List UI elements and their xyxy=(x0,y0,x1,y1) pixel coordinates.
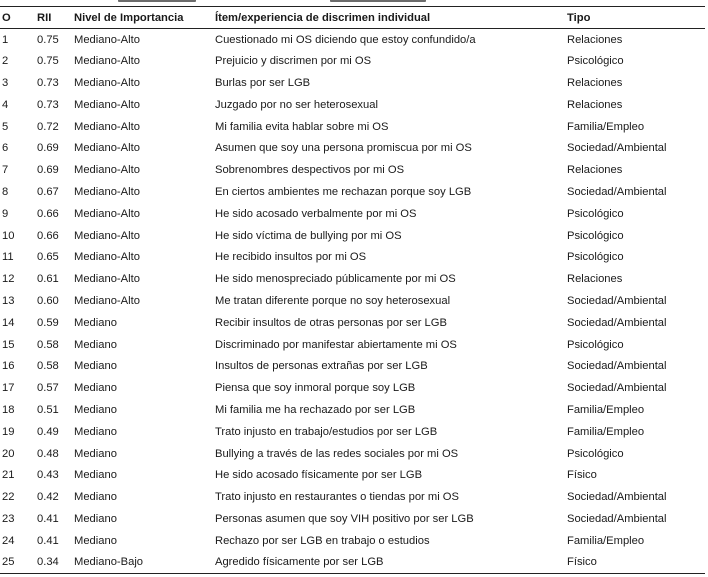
cell-o: 18 xyxy=(2,403,15,416)
cell-item: He sido víctima de bullying por mi OS xyxy=(215,229,402,242)
cell-nivel: Mediano xyxy=(74,491,117,504)
table-row xyxy=(0,377,705,399)
table-row xyxy=(0,399,705,421)
cell-tipo: Familia/Empleo xyxy=(567,403,645,416)
cell-o: 3 xyxy=(2,76,9,89)
cell-item: Insultos de personas extrañas por ser LGB xyxy=(215,360,428,373)
cell-o: 10 xyxy=(2,229,15,242)
cell-rii: 0.59 xyxy=(37,316,59,329)
cell-item: Discriminado por manifestar abiertamente mi OS xyxy=(215,338,457,351)
cell-tipo: Relaciones xyxy=(567,164,623,177)
cell-rii: 0.66 xyxy=(37,229,59,242)
table-body xyxy=(0,29,705,574)
cell-tipo: Familia/Empleo xyxy=(567,425,645,438)
header-nivel: Nivel de Importancia xyxy=(72,7,213,29)
table-row xyxy=(0,508,705,530)
cell-nivel: Mediano-Alto xyxy=(74,229,140,242)
cell-item: Me tratan diferente porque no soy heterosexual xyxy=(215,294,451,307)
cell-o: 17 xyxy=(2,382,15,395)
cell-o: 15 xyxy=(2,338,15,351)
cell-nivel: Mediano-Alto xyxy=(74,294,140,307)
cell-o: 2 xyxy=(2,55,9,68)
cell-nivel: Mediano-Alto xyxy=(74,207,140,220)
table-header-row xyxy=(0,7,705,29)
table-row xyxy=(0,50,705,72)
cell-rii: 0.49 xyxy=(37,425,59,438)
cell-tipo: Sociedad/Ambiental xyxy=(567,360,667,373)
cell-rii: 0.61 xyxy=(37,273,59,286)
cell-item: Recibir insultos de otras personas por ser LGB xyxy=(215,316,447,329)
table-row xyxy=(0,355,705,377)
cell-rii: 0.65 xyxy=(37,251,59,264)
cell-item: Trato injusto en restaurantes o tiendas por mi OS xyxy=(215,491,459,504)
cell-o: 16 xyxy=(2,360,15,373)
cell-rii: 0.41 xyxy=(37,512,59,525)
cell-item: Asumen que soy una persona promiscua por mi OS xyxy=(215,142,472,155)
table-row xyxy=(0,464,705,486)
cell-item: Juzgado por no ser heterosexual xyxy=(215,98,378,111)
cell-item: Rechazo por ser LGB en trabajo o estudios xyxy=(215,534,430,547)
cell-tipo: Psicológico xyxy=(567,229,624,242)
cell-o: 22 xyxy=(2,491,15,504)
cell-rii: 0.51 xyxy=(37,403,59,416)
cell-o: 5 xyxy=(2,120,9,133)
cell-item: Sobrenombres despectivos por mi OS xyxy=(215,164,405,177)
cell-tipo: Psicológico xyxy=(567,447,624,460)
cell-o: 9 xyxy=(2,207,9,220)
cell-nivel: Mediano-Alto xyxy=(74,251,140,264)
cell-item: Burlas por ser LGB xyxy=(215,76,311,89)
cell-rii: 0.66 xyxy=(37,207,59,220)
cell-nivel: Mediano xyxy=(74,338,117,351)
table-row xyxy=(0,334,705,356)
cell-item: Agredido físicamente por ser LGB xyxy=(213,552,565,574)
cell-rii: 0.41 xyxy=(37,534,59,547)
cell-nivel: Mediano-Alto xyxy=(74,76,140,89)
cell-rii: 0.67 xyxy=(37,185,59,198)
cell-nivel: Mediano xyxy=(74,382,117,395)
cell-o: 1 xyxy=(2,33,9,46)
cell-tipo: Relaciones xyxy=(567,76,623,89)
cell-nivel: Mediano-Alto xyxy=(74,142,140,155)
cell-rii: 0.42 xyxy=(37,491,59,504)
cell-rii: 0.69 xyxy=(37,142,59,155)
cell-o: 20 xyxy=(2,447,15,460)
cell-item: Piensa que soy inmoral porque soy LGB xyxy=(215,382,416,395)
cell-rii: 0.73 xyxy=(37,76,59,89)
cell-item: He sido menospreciado públicamente por mi OS xyxy=(215,273,456,286)
cell-nivel: Mediano-Alto xyxy=(74,120,140,133)
cell-nivel: Mediano-Bajo xyxy=(72,552,213,574)
cell-nivel: Mediano xyxy=(74,469,117,482)
cell-tipo: Relaciones xyxy=(567,33,623,46)
cell-tipo: Sociedad/Ambiental xyxy=(567,142,667,155)
cell-rii: 0.75 xyxy=(37,55,59,68)
cell-o: 7 xyxy=(2,164,9,177)
cell-o: 23 xyxy=(2,512,15,525)
cell-nivel: Mediano xyxy=(74,403,117,416)
cell-tipo: Familia/Empleo xyxy=(567,120,645,133)
table-row xyxy=(0,137,705,159)
cell-o: 6 xyxy=(2,142,9,155)
cell-o: 13 xyxy=(2,294,15,307)
cell-tipo: Físico xyxy=(565,552,705,574)
cell-o: 11 xyxy=(2,251,14,264)
cell-rii: 0.58 xyxy=(37,360,59,373)
table-row xyxy=(0,116,705,138)
cell-o: 24 xyxy=(2,534,15,547)
cell-rii: 0.34 xyxy=(35,552,72,574)
cell-tipo: Psicológico xyxy=(567,207,624,220)
header-o: O xyxy=(0,7,35,29)
cell-o: 19 xyxy=(2,425,15,438)
cell-item: En ciertos ambientes me rechazan porque soy LGB xyxy=(215,185,472,198)
table-row xyxy=(0,290,705,312)
cell-rii: 0.60 xyxy=(37,294,59,307)
cell-nivel: Mediano xyxy=(74,316,117,329)
cell-tipo: Sociedad/Ambiental xyxy=(567,382,667,395)
cell-nivel: Mediano-Alto xyxy=(74,185,140,198)
cell-nivel: Mediano xyxy=(74,425,117,438)
cell-tipo: Psicológico xyxy=(567,55,624,68)
table-row xyxy=(0,225,705,247)
cell-rii: 0.43 xyxy=(37,469,59,482)
cell-nivel: Mediano xyxy=(74,534,117,547)
table-row xyxy=(0,159,705,181)
cell-item: He recibido insultos por mi OS xyxy=(215,251,367,264)
cell-item: Mi familia evita hablar sobre mi OS xyxy=(215,120,389,133)
cell-rii: 0.69 xyxy=(37,164,59,177)
cell-tipo: Sociedad/Ambiental xyxy=(567,294,667,307)
cell-rii: 0.58 xyxy=(37,338,59,351)
table-row xyxy=(0,29,705,51)
cell-item: He sido acosado físicamente por ser LGB xyxy=(215,469,423,482)
table-row xyxy=(0,443,705,465)
cell-item: Trato injusto en trabajo/estudios por ser LGB xyxy=(215,425,438,438)
cell-nivel: Mediano-Alto xyxy=(74,164,140,177)
cell-rii: 0.48 xyxy=(37,447,59,460)
table-row xyxy=(0,486,705,508)
header-rii: RII xyxy=(35,7,72,29)
cell-item: Prejuicio y discrimen por mi OS xyxy=(215,55,372,68)
discrimination-table xyxy=(0,6,705,574)
cell-item: Bullying a través de las redes sociales por mi OS xyxy=(215,447,459,460)
cell-item: Cuestionado mi OS diciendo que estoy confundido/a xyxy=(215,33,476,46)
cell-tipo: Psicológico xyxy=(567,338,624,351)
table-row xyxy=(0,312,705,334)
cell-tipo: Sociedad/Ambiental xyxy=(567,512,667,525)
cell-o: 4 xyxy=(2,98,9,111)
cell-item: Mi familia me ha rechazado por ser LGB xyxy=(215,403,416,416)
cell-rii: 0.72 xyxy=(37,120,59,133)
header-tipo: Tipo xyxy=(565,7,705,29)
table-row xyxy=(0,181,705,203)
cell-o: 8 xyxy=(2,185,9,198)
cell-item: He sido acosado verbalmente por mi OS xyxy=(215,207,417,220)
cell-tipo: Sociedad/Ambiental xyxy=(567,185,667,198)
cell-nivel: Mediano-Alto xyxy=(74,55,140,68)
cell-nivel: Mediano-Alto xyxy=(74,33,140,46)
cell-nivel: Mediano-Alto xyxy=(74,98,140,111)
cell-tipo: Familia/Empleo xyxy=(567,534,645,547)
cell-nivel: Mediano xyxy=(74,447,117,460)
cell-tipo: Sociedad/Ambiental xyxy=(567,491,667,504)
cell-tipo: Físico xyxy=(567,469,597,482)
table-row xyxy=(0,530,705,552)
cell-rii: 0.75 xyxy=(37,33,59,46)
table-row xyxy=(0,72,705,94)
cell-o: 14 xyxy=(2,316,15,329)
cell-rii: 0.57 xyxy=(37,382,59,395)
cell-o: 12 xyxy=(2,273,15,286)
cell-nivel: Mediano xyxy=(74,360,117,373)
table-row xyxy=(0,268,705,290)
cell-nivel: Mediano xyxy=(74,512,117,525)
cell-tipo: Sociedad/Ambiental xyxy=(567,316,667,329)
cell-o: 21 xyxy=(2,469,15,482)
cell-rii: 0.73 xyxy=(37,98,59,111)
cell-tipo: Relaciones xyxy=(567,98,623,111)
cell-tipo: Relaciones xyxy=(567,273,623,286)
cropped-caption-fragment xyxy=(0,0,708,3)
cell-nivel: Mediano-Alto xyxy=(74,273,140,286)
table-row xyxy=(0,246,705,268)
table-row xyxy=(0,421,705,443)
table-row xyxy=(0,203,705,225)
table-row xyxy=(0,552,705,574)
table-row xyxy=(0,94,705,116)
header-item: Ítem/experiencia de discrimen individual xyxy=(213,7,565,29)
cell-o: 25 xyxy=(0,552,35,574)
cell-tipo: Psicológico xyxy=(567,251,624,264)
cell-item: Personas asumen que soy VIH positivo por ser LGB xyxy=(215,512,474,525)
